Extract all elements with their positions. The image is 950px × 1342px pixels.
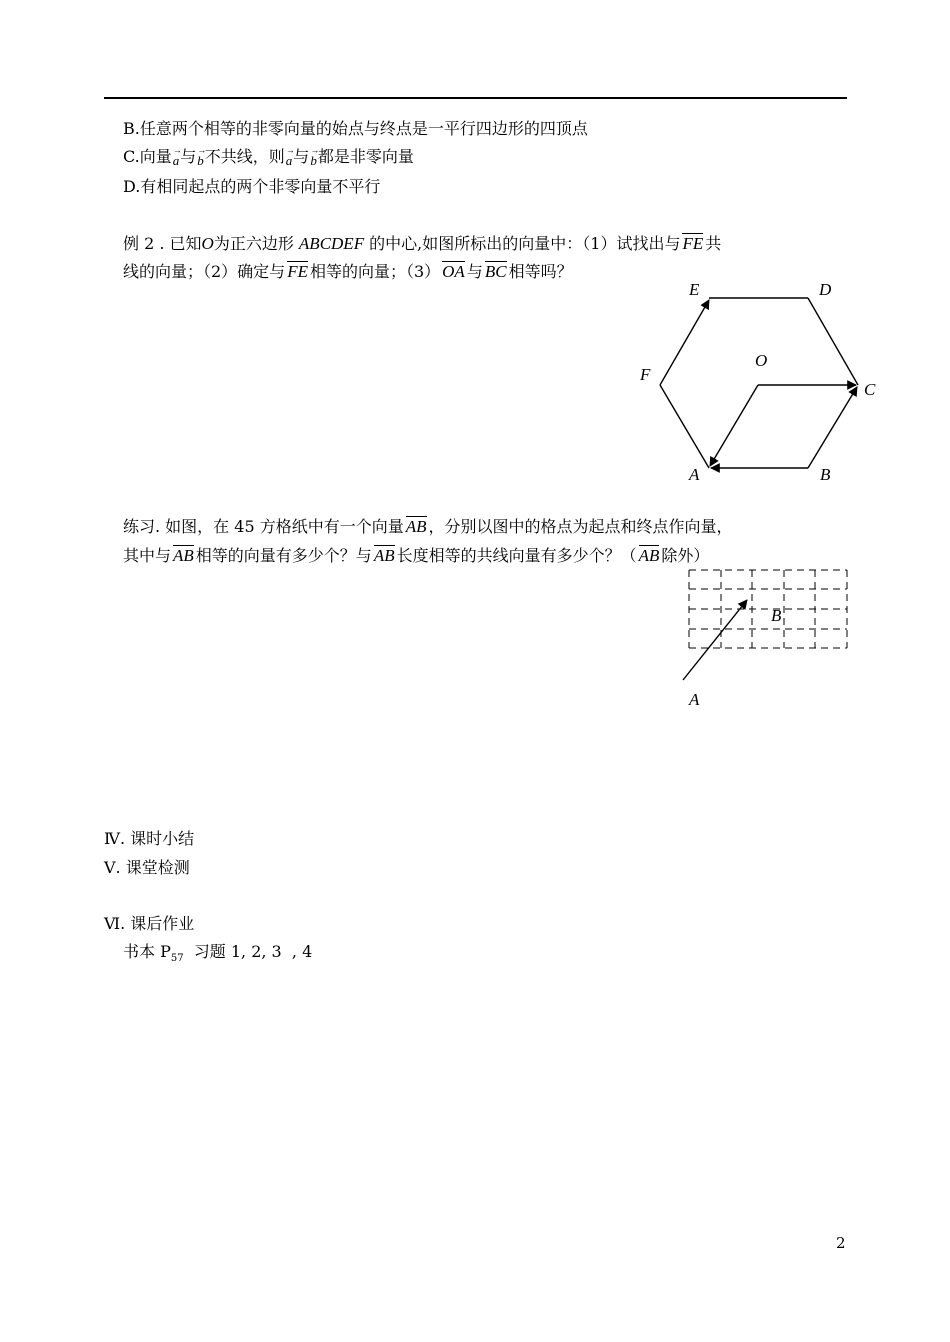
vector-bc: BC bbox=[485, 259, 507, 282]
vector-b: → b bbox=[197, 151, 204, 171]
example2-text: 共 bbox=[705, 234, 722, 253]
homework-page-sub: 57 bbox=[170, 953, 184, 965]
section-summary: Ⅳ. 课时小结 bbox=[104, 829, 195, 848]
example2-text: 例 2 . 已知 bbox=[123, 234, 202, 253]
homework-text: 书本 P bbox=[123, 942, 171, 961]
option-b: B.任意两个相等的非零向量的始点与终点是一平行四边形的四顶点 bbox=[123, 119, 588, 138]
exercise-line2 bbox=[123, 543, 709, 566]
homework-assignment bbox=[123, 942, 312, 969]
label-e: E bbox=[689, 280, 700, 299]
option-c-text: 都是非零向量 bbox=[317, 147, 414, 166]
option-c-text: 与 bbox=[293, 147, 310, 166]
example2-text: 的中心,如图所标出的向量中：（1）试找出与 bbox=[369, 234, 681, 253]
label-d: D bbox=[819, 280, 832, 299]
side-af bbox=[660, 385, 709, 468]
label-a: A bbox=[689, 465, 700, 484]
label-f: F bbox=[640, 365, 651, 384]
option-c-text: 不共线，则 bbox=[204, 147, 285, 166]
grid-paper bbox=[689, 570, 847, 648]
vector-b: → b bbox=[310, 151, 317, 171]
example2-text: 相等吗？ bbox=[508, 262, 573, 281]
label-c: C bbox=[864, 380, 876, 399]
homework-text: 习题 1, 2, 3 , 4 bbox=[183, 942, 313, 961]
side-dc bbox=[808, 298, 858, 385]
exercise-text: ，分别以图中的格点为起点和终点作向量， bbox=[428, 517, 733, 536]
vector-oa-arrow bbox=[710, 385, 758, 466]
section-homework: Ⅵ. 课后作业 bbox=[104, 914, 195, 933]
vector-ab-arrow bbox=[683, 600, 747, 680]
page-number: 2 bbox=[836, 1234, 846, 1252]
hexagon-name: ABCDEF bbox=[298, 234, 365, 253]
label-o: O bbox=[755, 351, 768, 370]
vector-bc-arrow bbox=[808, 387, 857, 468]
exercise-text: 相等的向量有多少个？与 bbox=[195, 546, 372, 565]
vector-a: → a bbox=[173, 151, 180, 171]
grid-label-a: A bbox=[689, 690, 700, 709]
vector-fe-arrow bbox=[660, 300, 709, 385]
point-o: O bbox=[201, 234, 214, 253]
example2-text: 与 bbox=[466, 262, 483, 281]
vector-ab: AB bbox=[406, 514, 427, 537]
label-b: B bbox=[820, 465, 831, 484]
grid-label-b: B bbox=[771, 606, 782, 625]
example2-text: 相等的向量；（3） bbox=[309, 262, 441, 281]
example2-text: 线的向量；（2）确定与 bbox=[123, 262, 286, 281]
section-check: Ⅴ. 课堂检测 bbox=[104, 858, 190, 877]
vector-ab: AB bbox=[374, 543, 395, 566]
vector-fe: FE bbox=[682, 231, 703, 254]
vector-fe: FE bbox=[287, 259, 308, 282]
vector-ab: AB bbox=[173, 543, 194, 566]
option-d: D.有相同起点的两个非零向量不平行 bbox=[123, 177, 381, 196]
exercise-text: 练习. 如图，在 45 方格纸中有一个向量 bbox=[123, 517, 404, 536]
vector-ab: AB bbox=[639, 543, 660, 566]
exercise-line1 bbox=[123, 514, 733, 537]
vector-oa: OA bbox=[442, 259, 465, 282]
option-c-prefix: C.向量 bbox=[123, 147, 172, 166]
option-c-text: 与 bbox=[180, 147, 197, 166]
exercise-text: 除外） bbox=[661, 546, 710, 565]
exercise-text: 其中与 bbox=[123, 546, 172, 565]
vector-a: → a bbox=[286, 151, 293, 171]
exercise-text: 长度相等的共线向量有多少个？（ bbox=[396, 546, 637, 565]
example2-text: 为正六边形 bbox=[213, 234, 294, 253]
